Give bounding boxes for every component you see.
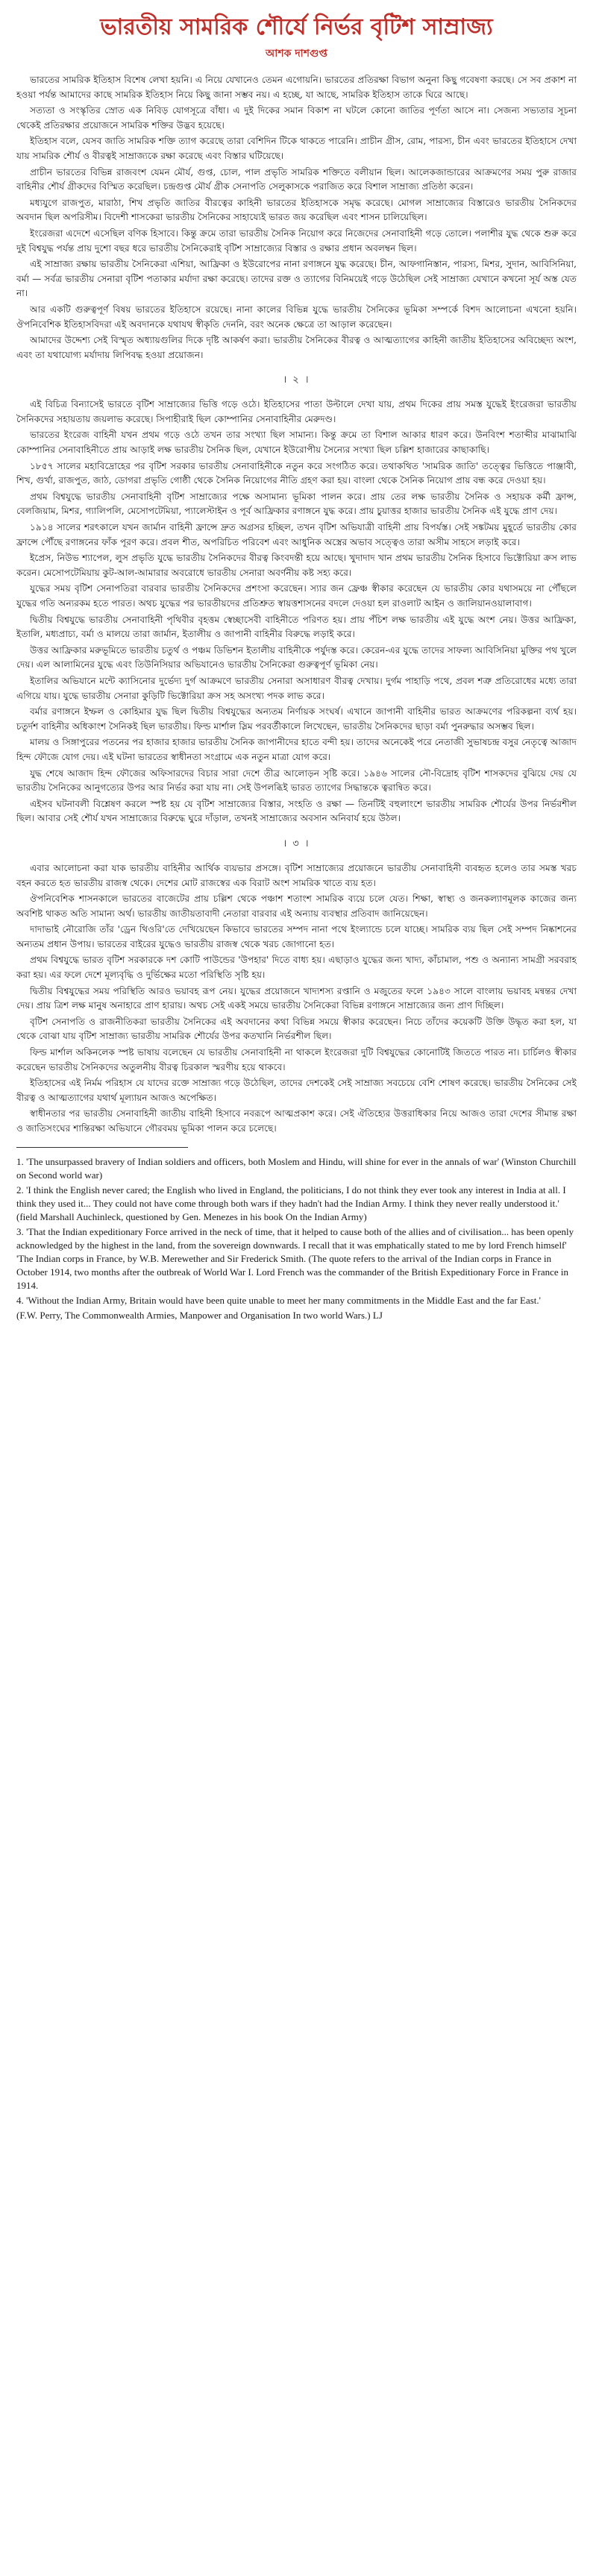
paragraph: স্বাধীনতার পর ভারতীয় সেনাবাহিনী জাতীয় বাহিনী হিসাবে নবরূপে আত্মপ্রকাশ করে। সেই ঐতিহ্যের উত্তরাধিকার নিয়ে আজও তারা দেশের সীমান্ত রক্ষা ও জাতিসংঘের শান্তিরক্ষা অভিযানে গৌরবময় ভূমিকা পালন করে চলেছে। [16,1108,577,1134]
paragraph: দ্বিতীয় বিশ্বযুদ্ধের সময় পরিস্থিতি আরও ভয়াবহ রূপ নেয়। যুদ্ধের প্রয়োজনে খাদ্যশস্য রপ্তানি ও মজুতের ফলে ১৯৪৩ সালে বাংলায় ভয়াবহ মন্বন্তর দেখা দেয়। প্রায় ত্রিশ লক্ষ মানুষ অনাহারে প্রাণ হারায়। অথচ সেই একই সময়ে ভারতীয় সৈনিকেরা বিভিন্ন রণাঙ্গনে সাম্রাজ্যের জন্য প্রাণ দিচ্ছিল। [16,985,577,1011]
paragraph: ভারতের ইংরেজ বাহিনী যখন প্রথম গড়ে ওঠে তখন তার সংখ্যা ছিল সামান্য। কিন্তু ক্রমে তা বিশাল আকার ধারণ করে। উনবিংশ শতাব্দীর মাঝামাঝি কোম্পানির সেনাবাহিনীতে প্রায় আড়াই লক্ষ ভারতীয় সৈনিক ছিল, যেখানে ইউরোপীয় সৈন্যের সংখ্যা ছিল চল্লিশ হাজারের কাছাকাছি। [16,430,577,456]
paragraph: উত্তর আফ্রিকার মরুভূমিতে ভারতীয় চতুর্থ ও পঞ্চম ডিভিশন ইতালীয় বাহিনীকে পর্যুদস্ত করে। কেরেন-এর যুদ্ধে তাদের সাফল্য আবিসিনিয়া মুক্তির পথ খুলে দেয়। এল আলামিনের যুদ্ধে এবং তিউনিসিয়ার অভিযানেও ভারতীয় সৈনিকেরা গুরুত্বপূর্ণ ভূমিকা নেয়। [16,644,577,670]
paragraph: ইপ্রেস, নিউভ শ্যাপেল, লুস প্রভৃতি যুদ্ধে ভারতীয় সৈনিকদের বীরত্ব কিংবদন্তী হয়ে আছে। খুদাদাদ খান প্রথম ভারতীয় সৈনিক হিসাবে ভিক্টোরিয়া ক্রস লাভ করেন। মেসোপটেমিয়ায় কুট-আল-আমারার অবরোধে ভারতীয় সেনারা অবর্ণনীয় কষ্ট সহ্য করে। [16,553,577,578]
paragraph: ইতালির অভিযানে মন্টে ক্যাসিনোর দুর্ভেদ্য দুর্গ আক্রমণে ভারতীয় সেনারা অসাধারণ বীরত্ব দেখায়। দুর্গম পাহাড়ি পথে, প্রবল শত্রু প্রতিরোধের মধ্যে তারা এগিয়ে যায়। যুদ্ধে ভারতীয় সেনারা কুড়িটি ভিক্টোরিয়া ক্রস সহ অসংখ্য পদক লাভ করে। [16,675,577,701]
footnote: 1. 'The unsurpassed bravery of Indian soldiers and officers, both Moslem and Hindu, will shine for ever in the annals of war' (Winston Churchill on Second world war) [16,1155,577,1181]
paragraph: এবার আলোচনা করা যাক ভারতীয় বাহিনীর আর্থিক ব্যয়ভার প্রসঙ্গে। বৃটিশ সাম্রাজ্যের প্রয়োজনে ভারতীয় সেনাবাহিনী ব্যবহৃত হলেও তার সমস্ত খরচ বহন করতে হত ভারতীয় রাজস্ব থেকে। দেশের মোট রাজস্বের এক বিরাট অংশ সামরিক খাতে ব্যয় হত। [16,862,577,888]
paragraph: ইংরেজরা এদেশে এসেছিল বণিক হিসাবে। কিন্তু ক্রমে তারা ভারতীয় সৈনিক নিয়োগ করে নিজেদের সেনাবাহিনী গড়ে তোলে। পলাশীর যুদ্ধ থেকে শুরু করে দুই বিশ্বযুদ্ধ পর্যন্ত প্রায় দুশো বছর ধরে ভারতীয় সৈনিকেরাই বৃটিশ সাম্রাজ্যের বিস্তার ও রক্ষার প্রধান অবলম্বন ছিল। [16,227,577,254]
paragraph: দ্বিতীয় বিশ্বযুদ্ধে ভারতীয় সেনাবাহিনী পৃথিবীর বৃহত্তম স্বেচ্ছাসেবী বাহিনীতে পরিণত হয়। প্রায় পঁচিশ লক্ষ ভারতীয় এই যুদ্ধে অংশ নেয়। উত্তর আফ্রিকা, ইতালি, মধ্যপ্রাচ্য, বর্মা ও মালয়ে তারা জার্মান, ইতালীয় ও জাপানী বাহিনীর বিরুদ্ধে লড়াই করে। [16,614,577,640]
citation: (F.W. Perry, The Commonwealth Armies, Manpower and Organisation In two world Wars.) LJ [16,1309,383,1321]
footnote: 4. 'Without the Indian Army, Britain would have been quite unable to meet her many commitments in the Middle East and the far East.' [16,1294,541,1306]
paragraph: দাদাভাই নৌরোজি তাঁর 'ড্রেন থিওরি'তে দেখিয়েছেন কিভাবে ভারতের সম্পদ নানা পথে ইংল্যান্ডে চলে যাচ্ছে। সামরিক ব্যয় ছিল সেই সম্পদ নিষ্কাশনের অন্যতম প্রধান উপায়। ভারতের বাইরের যুদ্ধেও ভারতীয় রাজস্ব থেকে খরচ জোগানো হত। [16,924,577,949]
paragraph: প্রথম বিশ্বযুদ্ধে ভারত বৃটিশ সরকারকে দশ কোটি পাউন্ডের 'উপহার' দিতে বাধ্য হয়। এছাড়াও যুদ্ধের জন্য খাদ্য, কাঁচামাল, পশু ও অন্যান্য সামগ্রী সরবরাহ করা হয়। এর ফলে দেশে মূল্যবৃদ্ধি ও দুর্ভিক্ষের মতো পরিস্থিতি সৃষ্টি হয়। [16,955,577,981]
footnote-divider [16,1147,188,1148]
footnotes [16,1155,577,1307]
paragraph: মালয় ও সিঙ্গাপুরের পতনের পর হাজার হাজার ভারতীয় সৈনিক জাপানীদের হাতে বন্দী হয়। তাদের অনেকেই পরে নেতাজী সুভাষচন্দ্র বসুর নেতৃত্বে আজাদ হিন্দ ফৌজে যোগ দেয়। এই ঘটনা ভারতের স্বাধীনতা সংগ্রামে এক নতুন মাত্রা যোগ করে। [16,737,577,762]
paragraph: আমাদের উদ্দেশ্য সেই বিস্মৃত অধ্যায়গুলির দিকে দৃষ্টি আকর্ষণ করা। ভারতীয় সৈনিকের বীরত্ব ও আত্মত্যাগের কাহিনী জাতীয় ইতিহাসের অবিচ্ছেদ্য অংশ, এবং তা যথাযোগ্য মর্যাদায় লিপিবদ্ধ হওয়া প্রয়োজন। [16,335,577,360]
paragraph: যুদ্ধের সময় বৃটিশ সেনাপতিরা বারবার ভারতীয় সৈনিকদের প্রশংসা করেছেন। স্যার জন ফ্রেঞ্চ স্বীকার করেছেন যে ভারতীয় কোর যথাসময়ে না পৌঁছলে যুদ্ধের গতি অন্যরকম হতে পারত। অথচ যুদ্ধের পর ভারতীয়দের প্রতিশ্রুত স্বায়ত্তশাসনের বদলে দেওয়া হল রাওলাট আইন ও জালিয়ানওয়ালাবাগ। [16,583,577,609]
paragraph: আর একটি গুরুত্বপূর্ণ বিষয় ভারতের ইতিহাসে রয়েছে। নানা কালের বিভিন্ন যুদ্ধে ভারতীয় সৈনিকের ভূমিকা সম্পর্কে বিশদ আলোচনা এখনো হয়নি। ঔপনিবেশিক ইতিহাসবিদরা এই অবদানকে যথাযথ স্বীকৃতি দেননি, বরং অনেক ক্ষেত্রে তা আড়াল করেছেন। [16,304,577,330]
footnote: 2. 'I think the English never cared; the English who lived in England, the politicians, I do not think they ever took any interest in India at all. I think they used it... They could not have come through both wars if they hadn't had the Indian Army. I think they never really understood it.' (field Marshall Auchinleck, questioned by Gen. Menezes in his book On the Indian Army) [16,1184,566,1222]
paragraph: ইতিহাসের এই নির্মম পরিহাস যে যাদের রক্তে সাম্রাজ্য গড়ে উঠেছিল, তাদের দেশকেই সেই সাম্রাজ্য সবচেয়ে বেশি শোষণ করেছে। ভারতীয় সৈনিকের সেই বীরত্ব ও আত্মত্যাগের যথার্থ মূল্যায়ন আজও অপেক্ষিত। [16,1078,577,1103]
paragraph: ইতিহাস বলে, যেসব জাতি সামরিক শক্তি ত্যাগ করেছে তারা বেশিদিন টিকে থাকতে পারেনি। প্রাচীন গ্রীস, রোম, পারস্য, চীন এবং ভারতের ইতিহাসে দেখা যায় সামরিক শৌর্য ও বীরত্বই সাম্রাজ্যকে রক্ষা করেছে এবং বিস্তার ঘটিয়েছে। [16,136,577,161]
section-2 [16,398,577,826]
article-author: আশক দাশগুপ্ত [266,48,327,60]
paragraph: এইসব ঘটনাবলী বিশ্লেষণ করলে স্পষ্ট হয় যে বৃটিশ সাম্রাজ্যের বিস্তার, সংহতি ও রক্ষা — তিনটিই বহুলাংশে ভারতীয় সামরিক শৌর্যের উপর নির্ভরশীল ছিল। আবার সেই শৌর্য যখন সাম্রাজ্যের বিরুদ্ধে ঘুরে দাঁড়াল, তখনই সাম্রাজ্যের অবসান অনিবার্য হয়ে উঠল। [16,798,577,824]
section-number: । ৩ । [283,838,310,849]
paragraph: সত্যতা ও সংস্কৃতির স্রোত এক নিবিড় যোগসূত্রে বাঁধা। এ দুই দিকের সমান বিকাশ না ঘটলে কোনো জাতির পূর্ণতা আসে না। সেজন্য সভ্যতার সূচনা থেকেই প্রতিরক্ষার প্রয়োজনে সামরিক শক্তির উদ্ভব হয়েছে। [16,105,577,131]
paragraph: ভারতের সামরিক ইতিহাস বিশেষ লেখা হয়নি। এ নিয়ে যেখানেও তেমন এগোয়নি। ভারতের প্রতিরক্ষা বিভাগ অনুনা কিছু গবেষণা করছে। সে সব প্রকাশ না হওয়া পর্যন্ত আমাদের কাছে সামরিক ইতিহাস নিয়ে কিছু জানা সম্ভব নয়। এ হচ্ছে, যা আছে, সামরিক ইতিহাস তাকে ঘিরে আছে। [16,75,577,100]
footnote: 3. 'That the Indian expeditionary Force arrived in the neck of time, that it helped to cause both of the allies and of civilisation... has been openly acknowledged by the highest in the land, from the sovereign downwards. I recall that it was emphatically stated to me by lord French himself' 'The Indian corps in France, by W.B. Merewether and Sir Frederick Smith. (The quote refers to the arrival of the Indian corps in France in October 1914, two months after the outbreak of World War I. Lord French was the commander of the British Expeditionary Force in France in 1914. [16,1225,574,1291]
article-title: ভারতীয় সামরিক শৌর্যে নির্ভর বৃটিশ সাম্রাজ্য [100,14,493,40]
section-1 [16,73,577,362]
paragraph: ঔপনিবেশিক শাসনকালে ভারতের বাজেটের প্রায় চল্লিশ থেকে পঞ্চাশ শতাংশ সামরিক ব্যয়ে চলে যেত। শিক্ষা, স্বাস্থ্য ও জনকল্যাণমূলক কাজের জন্য অবশিষ্ট থাকত অতি সামান্য অর্থ। ভারতীয় জাতীয়তাবাদী নেতারা বারবার এই অন্যায় ব্যবস্থার প্রতিবাদ জানিয়েছেন। [16,893,577,919]
paragraph: বর্মার রণাঙ্গনে ইম্ফল ও কোহিমার যুদ্ধ ছিল দ্বিতীয় বিশ্বযুদ্ধের অন্যতম নির্ণায়ক সংঘর্ষ। এখানে জাপানী বাহিনীর ভারত আক্রমণের পরিকল্পনা ব্যর্থ হয়। চতুর্দশ বাহিনীর অধিকাংশ সৈনিকই ছিল ভারতীয়। ফিল্ড মার্শাল স্লিম পরবর্তীকালে লিখেছেন, ভারতীয় সৈনিকদের ছাড়া বর্মা পুনরুদ্ধার অসম্ভব ছিল। [16,706,577,732]
paragraph: ১৯১৪ সালের শরৎকালে যখন জার্মান বাহিনী ফ্রান্সে দ্রুত অগ্রসর হচ্ছিল, তখন বৃটিশ অভিযাত্রী বাহিনী প্রায় বিপর্যস্ত। সেই সঙ্কটময় মুহূর্তে ভারতীয় কোর ফ্রান্সে পৌঁছে রণাঙ্গনের ফাঁক পূরণ করে। প্রবল শীত, অপরিচিত পরিবেশ এবং আধুনিক অস্ত্রের অভাব সত্ত্বেও তারা অসীম সাহসে লড়াই করে। [16,522,577,547]
section-number: । ২ । [283,374,310,386]
paragraph: ফিল্ড মার্শাল অকিনলেক স্পষ্ট ভাষায় বলেছেন যে ভারতীয় সেনাবাহিনী না থাকলে ইংরেজরা দুটি বিশ্বযুদ্ধের কোনোটিই জিততে পারত না। চার্চিলও স্বীকার করেছেন ভারতীয় সৈনিকদের অতুলনীয় বীরত্ব চিরকাল স্মরণীয় হয়ে থাকবে। [16,1047,577,1072]
section-3 [16,861,577,1137]
paragraph: যুদ্ধ শেষে আজাদ হিন্দ ফৌজের অফিসারদের বিচার সারা দেশে তীব্র আলোড়ন সৃষ্টি করে। ১৯৪৬ সালের নৌ-বিদ্রোহ বৃটিশ শাসকদের বুঝিয়ে দেয় যে ভারতীয় সৈনিকের আনুগত্যের উপর আর নির্ভর করা যায় না। সেই উপলব্ধিই ভারত ত্যাগের সিদ্ধান্তকে ত্বরান্বিত করে। [16,767,577,794]
paragraph: প্রথম বিশ্বযুদ্ধে ভারতীয় সেনাবাহিনী বৃটিশ সাম্রাজ্যের পক্ষে অসামান্য ভূমিকা পালন করে। প্রায় তের লক্ষ ভারতীয় সৈনিক ও সহায়ক কর্মী ফ্রান্স, বেলজিয়াম, মিশর, গ্যালিপলি, মেসোপটেমিয়া, প্যালেস্টাইন ও পূর্ব আফ্রিকার রণাঙ্গনে যুদ্ধ করে। প্রায় চুয়াত্তর হাজার ভারতীয় সৈনিক এই যুদ্ধে প্রাণ দেয়। [16,491,577,517]
paragraph: প্রাচীন ভারতের বিভিন্ন রাজবংশ যেমন মৌর্য, গুপ্ত, চোল, পাল প্রভৃতি সামরিক শক্তিতে বলীয়ান ছিল। আলেকজান্ডারের আক্রমণের সময় পুরু রাজার বাহিনীর শৌর্য গ্রীকদের বিস্মিত করেছিল। চন্দ্রগুপ্ত মৌর্য গ্রীক সেনাপতি সেলুকাসকে পরাজিত করে বিশাল সাম্রাজ্য প্রতিষ্ঠা করেন। [16,166,577,192]
paragraph: ১৮৫৭ সালের মহাবিদ্রোহের পর বৃটিশ সরকার ভারতীয় সেনাবাহিনীকে নতুন করে সংগঠিত করে। তথাকথিত 'সামরিক জাতি' তত্ত্বের ভিত্তিতে পাঞ্জাবী, শিখ, গুর্খা, রাজপুত, জাঠ, ডোগরা প্রভৃতি গোষ্ঠী থেকে সৈনিক নিয়োগের নীতি গ্রহণ করা হয়। বাংলা থেকে সৈনিক নিয়োগ প্রায় বন্ধ করে দেওয়া হয়। [16,460,577,486]
paragraph: মধ্যযুগে রাজপুত, মারাঠা, শিখ প্রভৃতি জাতির বীরত্বের কাহিনী ভারতের ইতিহাসকে সমৃদ্ধ করেছে। মোগল সাম্রাজ্যের বিস্তারেও ভারতীয় সৈনিকদের অবদান ছিল অপরিসীম। বিদেশী শাসকেরা ভারতীয় সৈনিকের সাহায্যেই ভারত জয় করেছিল এবং শাসন চালিয়েছিল। [16,197,577,223]
paragraph: এই সাম্রাজ্য রক্ষায় ভারতীয় সৈনিকেরা এশিয়া, আফ্রিকা ও ইউরোপের নানা রণাঙ্গনে যুদ্ধ করেছে। চীন, আফগানিস্তান, পারস্য, মিশর, সুদান, আবিসিনিয়া, বর্মা — সর্বত্র ভারতীয় সেনারা বৃটিশ পতাকার মর্যাদা রক্ষা করেছে। তাদের রক্ত ও ত্যাগের বিনিময়েই গড়ে উঠেছিল সেই সাম্রাজ্য যেখানে কখনো সূর্য অস্ত যেত না। [16,259,577,299]
paragraph: বৃটিশ সেনাপতি ও রাজনীতিকরা ভারতীয় সৈনিকের এই অবদানের কথা বিভিন্ন সময়ে স্বীকার করেছেন। নিচে তাঁদের কয়েকটি উক্তি উদ্ধৃত করা হল, যা থেকে বোঝা যায় বৃটিশ সাম্রাজ্য ভারতীয় সামরিক শৌর্যের উপর কতখানি নির্ভরশীল ছিল। [16,1016,577,1042]
paragraph: এই বিচিত্র বিন্যাসেই ভারতে বৃটিশ সাম্রাজ্যের ভিত্তি গড়ে ওঠে। ইতিহাসের পাতা উল্টালে দেখা যায়, প্রথম দিকের প্রায় সমস্ত যুদ্ধেই ইংরেজরা ভারতীয় সৈনিকদের সহায়তায় জয়লাভ করেছে। সিপাহীরাই ছিল কোম্পানির সেনাবাহিনীর মেরুদণ্ড। [16,399,577,424]
